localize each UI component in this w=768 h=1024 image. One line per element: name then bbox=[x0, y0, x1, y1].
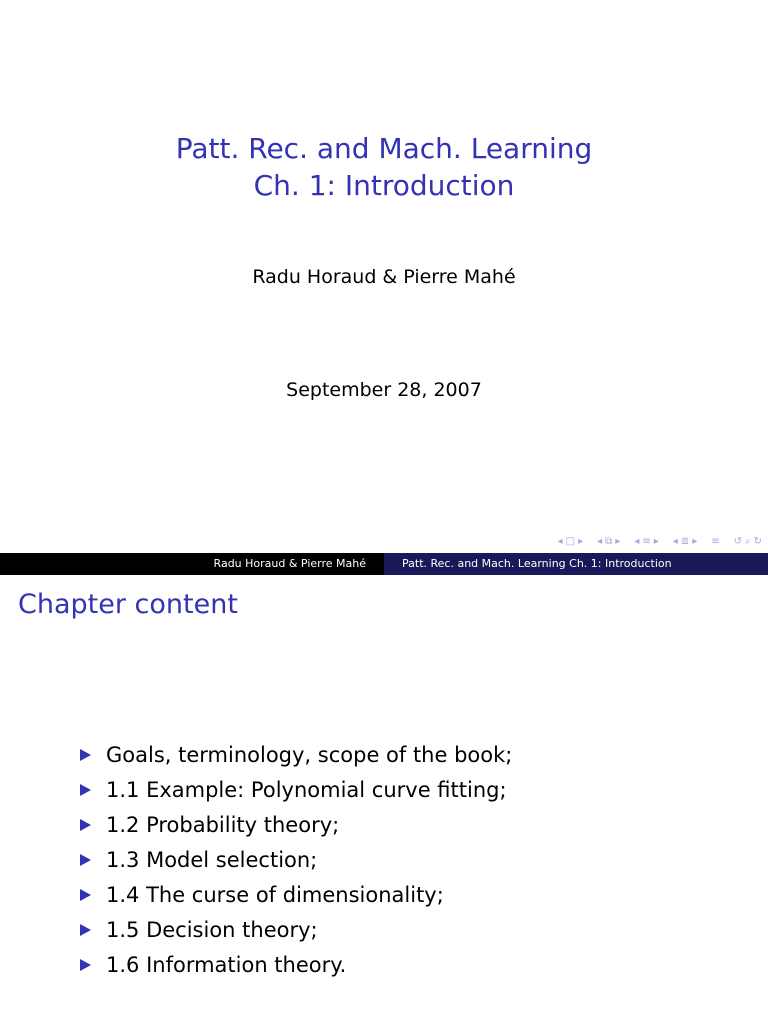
content-slide bbox=[0, 575, 768, 1024]
triangle-bullet-icon bbox=[80, 959, 91, 971]
triangle-bullet-icon bbox=[80, 924, 91, 936]
footline-title: Patt. Rec. and Mach. Learning Ch. 1: Introduction bbox=[384, 553, 768, 575]
next-part-icon[interactable]: ▸ bbox=[692, 536, 698, 547]
triangle-bullet-icon bbox=[80, 784, 91, 796]
footline bbox=[0, 553, 768, 575]
frame-title: Chapter content bbox=[18, 589, 238, 620]
list-item bbox=[80, 912, 512, 947]
back-icon[interactable]: ↻ bbox=[753, 536, 762, 547]
prev-subsection-icon[interactable]: ◂ bbox=[597, 536, 603, 547]
list-item bbox=[80, 807, 512, 842]
prev-frame-icon[interactable]: ◂ bbox=[557, 536, 563, 547]
triangle-bullet-icon bbox=[80, 854, 91, 866]
next-section-icon[interactable]: ▸ bbox=[653, 536, 659, 547]
prev-section-icon[interactable]: ◂ bbox=[634, 536, 640, 547]
list-item-text: 1.3 Model selection; bbox=[106, 847, 318, 872]
section-icon[interactable]: ≡ bbox=[642, 536, 651, 547]
author-names: Radu Horaud & Pierre Mahé bbox=[252, 266, 516, 288]
next-subsection-icon[interactable]: ▸ bbox=[615, 536, 621, 547]
list-item bbox=[80, 737, 512, 772]
align-icon[interactable]: ≡ bbox=[711, 536, 720, 547]
list-item-text: 1.5 Decision theory; bbox=[106, 917, 318, 942]
triangle-bullet-icon bbox=[80, 819, 91, 831]
beamer-navigation-bar bbox=[558, 536, 762, 548]
footline-authors: Radu Horaud & Pierre Mahé bbox=[0, 553, 384, 575]
subsection-icon[interactable]: ⧉ bbox=[605, 536, 613, 547]
presentation-date: September 28, 2007 bbox=[286, 379, 482, 401]
list-item bbox=[80, 842, 512, 877]
list-item bbox=[80, 772, 512, 807]
next-frame-icon[interactable]: ▸ bbox=[578, 536, 584, 547]
list-item bbox=[80, 947, 512, 982]
presentation-title bbox=[0, 130, 768, 204]
chapter-item-list bbox=[80, 737, 512, 982]
list-item-text: 1.2 Probability theory; bbox=[106, 812, 340, 837]
list-item-text: 1.4 The curse of dimensionality; bbox=[106, 882, 444, 907]
search-icon[interactable]: ⌕ bbox=[745, 536, 751, 547]
list-item-text: 1.1 Example: Polynomial curve fitting; bbox=[106, 777, 507, 802]
list-item-text: Goals, terminology, scope of the book; bbox=[106, 742, 513, 767]
loop-icon[interactable]: ↺ bbox=[733, 536, 742, 547]
list-item-text: 1.6 Information theory. bbox=[106, 952, 347, 977]
triangle-bullet-icon bbox=[80, 889, 91, 901]
triangle-bullet-icon bbox=[80, 749, 91, 761]
list-item bbox=[80, 877, 512, 912]
part-icon[interactable]: ≣ bbox=[680, 536, 690, 547]
prev-part-icon[interactable]: ◂ bbox=[672, 536, 678, 547]
title-line-1: Patt. Rec. and Mach. Learning bbox=[175, 132, 593, 165]
title-line-2: Ch. 1: Introduction bbox=[253, 169, 515, 202]
frame-icon[interactable]: □ bbox=[565, 536, 576, 547]
